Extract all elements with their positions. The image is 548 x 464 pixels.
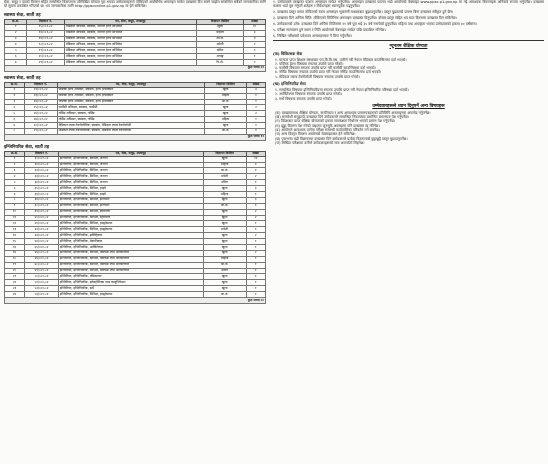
table-cell: ४३/०८१-८२ (25, 233, 59, 239)
table-cell: १ (5, 24, 27, 30)
table-cell: ६ (5, 54, 27, 60)
table-cell: ७ (5, 123, 25, 129)
table-cell: खुला (203, 239, 246, 245)
table-cell: १५/०८१-८२ (27, 24, 65, 30)
table-cell: ४८/०८१-८२ (25, 262, 59, 268)
table-cell: अपाङ्ग (196, 54, 244, 60)
table-cell: मेडिकल ल्याब टेक्नोलोजिष्ट, स्वास्थ्य, मेडिकल ल्याब टेक्नोलोजी (57, 123, 205, 129)
table-cell: ४१/०८१-८२ (25, 221, 59, 227)
table-cell: ३ (246, 168, 266, 174)
instruction-paragraph: ५. परीक्षा सञ्चालन हुने स्थान र मिति आयोगको वेबसाइट मार्फत पछि प्रकाशित गरिनेछ। (273, 27, 386, 32)
table-cell: २ (246, 233, 266, 239)
table-cell: आ.ज. (196, 36, 244, 42)
table-cell: खुला (203, 209, 246, 215)
table-cell: खुला (205, 123, 247, 129)
section-title: स्वास्थ्य सेवा, सातौं तह (4, 75, 41, 81)
table-cell: १० (5, 209, 25, 215)
total-row (5, 298, 266, 304)
table-cell: इन्जिनियर, इन्जिनियरिङ, सिभिल, स्यानिटरी (58, 209, 203, 215)
table-cell: पब्लिक हेल्थ अफिसर, स्वास्थ्य, हेल्थ इन्स्पेक्सन (57, 93, 205, 99)
table-cell: इन्जिनियर, इन्जिनियरिङ, इलेक्ट्रिकल (58, 233, 203, 239)
table-cell: आ.ज. (203, 168, 246, 174)
table-cell: मधेशी (203, 227, 246, 233)
table-cell: महिला (203, 162, 246, 168)
qualification-item: ५. मेडिकल ल्याब टेक्नोलोजी विषयमा स्नातक उपाधि प्राप्त गरेको। (275, 74, 360, 79)
table-cell: मेडिकल अफिसर, स्वास्थ्य, जनरल हेल्थ सर्भिसेज (64, 30, 196, 36)
table-cell: खुला (203, 186, 246, 192)
table-cell: इन्जिनियर, इन्जिनियरिङ, सिभिल, हाइवे (58, 192, 203, 198)
table-cell: ४२/०८१-८२ (25, 227, 59, 233)
table-cell: २१/०८१-८२ (27, 60, 65, 66)
table-cell: ३ (246, 87, 265, 93)
table-header-row (5, 151, 266, 156)
table-cell: मेडिकल अफिसर, स्वास्थ्य, जनरल हेल्थ सर्भिसेज (64, 24, 196, 30)
total-cell: कुल जम्मा ५० (5, 298, 266, 304)
column-header: संख्या (246, 151, 266, 156)
column-header: पद, सेवा, समूह, उपसमूह (58, 151, 203, 156)
table-cell: ३ (246, 186, 266, 192)
table-cell: ४०/०८१-८२ (25, 215, 59, 221)
table-cell: ३५/०८१-८२ (25, 186, 59, 192)
table-cell: १ (246, 262, 266, 268)
vacancy-table (4, 151, 266, 304)
table-cell: १ (246, 123, 265, 129)
table-cell: १२ (246, 156, 266, 162)
instruction-item: (च) अन्य विस्तृत विवरण आयोगको वेबसाइटबाट हेर्न सकिनेछ। (275, 132, 356, 137)
table-cell: खुला (203, 233, 246, 239)
table-cell: मेडिकल अफिसर, स्वास्थ्य, जनरल हेल्थ सर्भिसेज (64, 48, 196, 54)
table-cell: २ (5, 93, 25, 99)
table-cell: दलित (203, 180, 246, 186)
table-cell: आ.ज. (203, 203, 246, 209)
table-cell: पि.क्षे. (196, 60, 244, 66)
instruction-list (273, 111, 544, 145)
table-cell: खुला (203, 250, 246, 256)
table-header-row (5, 19, 266, 24)
qualification-item: ४. नर्सिङ विषयमा स्नातक उपाधि प्राप्त गरी नेपाल नर्सिङ काउन्सिलमा दर्ता भएको। (275, 70, 382, 75)
table-cell: इन्जिनियर, इन्जिनियरिङ, सिभिल, जनरल (58, 162, 203, 168)
table-cell: इन्जिनियर, इन्जिनियरिङ, सिभिल, जनरल (58, 156, 203, 162)
table-cell: ४ (5, 42, 27, 48)
vacancy-table (4, 82, 266, 141)
table-cell: १ (246, 192, 266, 198)
column-header: क्र.सं. (5, 151, 25, 156)
min-qualification-heading: न्यूनतम शैक्षिक योग्यता (389, 43, 428, 49)
table-cell: ३ (5, 36, 27, 42)
table-cell: इन्जिनियर, इन्जिनियरिङ, सिभिल, हाइवे (58, 186, 203, 192)
total-row (5, 134, 266, 140)
table-cell: पब्लिक हेल्थ अफिसर, स्वास्थ्य, हेल्थ इन्स्पेक्सन (57, 87, 205, 93)
table-cell: २ (244, 42, 266, 48)
right-column (273, 0, 544, 464)
table-cell: इन्जिनियर, इन्जिनियरिङ, आर्किटेक्चर (58, 245, 203, 251)
column-header: विज्ञापन नं. (25, 151, 59, 156)
table-cell: इन्जिनियर, इन्जिनियरिङ, मेकानिकल (58, 239, 203, 245)
table-cell: नर्सिङ अफिसर, स्वास्थ्य, नर्सिङ (57, 111, 205, 117)
table-cell: ११ (5, 215, 25, 221)
table-cell: महिला (203, 192, 246, 198)
table-cell: नर्सिङ अफिसर, स्वास्थ्य, नर्सिङ (57, 117, 205, 123)
table-cell: ४५/०८१-८२ (25, 245, 59, 251)
table-cell: १८/०८१-८२ (27, 42, 65, 48)
table-cell: १४ (5, 233, 25, 239)
table-cell: २१ (5, 274, 25, 280)
instruction-item: (ङ) आयोगले आवश्यक ठानेमा परीक्षा सम्बन्धी कार्यतालिका परिवर्तन गर्न सक्नेछ। (275, 128, 380, 133)
table-cell: खुला (203, 215, 246, 221)
general-instructions (273, 0, 544, 38)
table-cell: २२/०८१-८२ (24, 87, 57, 93)
table-cell: १८ (5, 256, 25, 262)
table-cell: खुला (205, 87, 247, 93)
table-cell: मेडिकल ल्याब टेक्नोलोजिष्ट, स्वास्थ्य, मेडिकल ल्याब टेक्नोलोजी (57, 128, 205, 134)
total-row (5, 65, 266, 71)
column-header: संख्या (246, 82, 265, 87)
column-header: विज्ञापन नं. (27, 19, 65, 24)
table-cell: २ (5, 30, 27, 36)
instruction-item: (ख) समावेशी समूहतर्फ दरखास्त दिने उम्मेदवारले सम्बन्धित निकायबाट प्रमाणित प्रमाणपत्र पेश गर्नुपर्नेछ। (275, 115, 410, 120)
table-cell: आ.ज. (203, 292, 246, 298)
table-cell: इन्जिनियर, इन्जिनियरिङ, सिभिल, हाइड्रोपावर (58, 227, 203, 233)
table-cell: १ (246, 286, 266, 292)
total-cell: कुल जम्मा १२ (5, 134, 266, 140)
table-cell: २ (5, 162, 25, 168)
table-cell: १ (246, 268, 266, 274)
instruction-item: (ग) विदेशबाट प्राप्त शैक्षिक योग्यताको हकमा समकक्षता निर्धारण भएको प्रमाण पेश गर्नुपर्नेछ। (275, 119, 396, 124)
table-cell: १ (244, 60, 266, 66)
table-cell: ३०/०८१-८२ (25, 156, 59, 162)
table-cell: २९/०८१-८२ (24, 128, 57, 134)
instruction-paragraph: ६. लिखित परीक्षाको प्रवेशपत्र अनलाइनबाट नै प्रिन्ट गर्नुपर्नेछ। (273, 33, 352, 38)
qualification-item: १. मान्यता प्राप्त शिक्षण संस्थाबाट एम.बि.बि.एस. उत्तीर्ण गरी नेपाल मेडिकल काउन्सिलमा दर्ता भएको। (275, 57, 407, 62)
table-cell: मेडिकल अफिसर, स्वास्थ्य, जनरल हेल्थ सर्भिसेज (64, 60, 196, 66)
qualification-item: १. सम्बन्धित विषयमा इन्जिनियरिङमा स्नातक उपाधि प्राप्त गरी नेपाल इन्जिनियरिङ परिषद्मा दर्ता भएको। (275, 87, 409, 92)
instruction-item: (छ) एकभन्दा बढी विज्ञापनमा दरखास्त दिने उम्मेदवारले प्रत्येक विज्ञापनको छुट्टाछुट्टै दस्तुर बुझाउनुपर्नेछ। (275, 136, 408, 141)
table-cell: दलित (196, 48, 244, 54)
table-cell: खुला (203, 274, 246, 280)
table-cell: इन्जिनियर, इन्जिनियरिङ, सिभिल, इरिगेसन (58, 203, 203, 209)
table-cell: ६ (5, 186, 25, 192)
table-cell: १३ (5, 227, 25, 233)
table-cell: इन्जिनियर, इन्जिनियरिङ, इलेक्ट्रोनिक्स एण्ड कम्युनिकेसन (58, 280, 203, 286)
table-cell: खुला (196, 24, 244, 30)
table-cell: ८ (5, 128, 25, 134)
table-cell: ३ (5, 99, 25, 105)
table-cell: ४ (5, 174, 25, 180)
qualification-subheading-health: (क) चिकित्सक सेवा (273, 50, 303, 56)
table-cell: २ (246, 105, 265, 111)
table-cell: इन्जिनियर, इन्जिनियरिङ, एग्रिकल्चर (58, 274, 203, 280)
qualification-list-engineering (273, 88, 544, 101)
table-cell: खुला (203, 286, 246, 292)
table-cell: १ (246, 227, 266, 233)
intro-text: सेवा, समूह र पदको विवरण सहित सम्बन्धित विज्ञापनमा उल्लिखित योग्यता पूरा भएका उम्मेदवारहरूले तोकिएको अवधिभित्र अनलाइन मार्फत दरखास्त दिन सक्ने व्यहोरा सम्बन्धित सबैको जानकारीका लागि यो सूचना प्रकाशित गरिएको छ। थप जानकारीका लागि http://ppsconline.p1.gov.np मा हेर्न सकिनेछ। (4, 0, 266, 9)
table-cell: १२ (5, 221, 25, 227)
instructions-heading: उम्मेदवारहरूले ध्यान दिनुपर्ने अन्य विषयहरू (372, 103, 445, 109)
table-cell: आ.ज. (205, 128, 247, 134)
table-cell: २७/०८१-८२ (24, 117, 57, 123)
table-cell: खुला (203, 197, 246, 203)
qualification-item: २. आर्किटेक्चर विषयमा स्नातक उपाधि प्राप्त गरेको। (275, 92, 342, 97)
table-cell: ५१/०८१-८२ (25, 280, 59, 286)
table-cell: ३ (244, 36, 266, 42)
table-cell: इन्जिनियर, इन्जिनियरिङ, सिभिल, हाइड्रोपावर (58, 221, 203, 227)
table-cell: २ (246, 250, 266, 256)
qualification-item: २. पब्लिक हेल्थ विषयमा स्नातक उपाधि प्राप्त गरेको। (275, 61, 344, 66)
table-cell: ४९/०८१-८२ (25, 268, 59, 274)
section-title: स्वास्थ्य सेवा, सातौं तह (4, 12, 41, 18)
qualification-list-health (273, 58, 544, 79)
table-cell: ३७/०८१-८२ (25, 197, 59, 203)
table-cell: इन्जिनियर, इन्जिनियरिङ, सिभिल, बिल्डिङ एण्ड आर्किटेक्चर (58, 268, 203, 274)
table-cell: १ (246, 180, 266, 186)
table-cell: १ (246, 274, 266, 280)
table-cell: १५ (5, 239, 25, 245)
table-cell: २२ (5, 280, 25, 286)
table-cell: ४४/०८१-८२ (25, 239, 59, 245)
table-cell: खुला (205, 105, 247, 111)
vacancy-tables (4, 12, 266, 304)
total-cell: कुल जम्मा २२ (5, 65, 266, 71)
table-cell: ६ (5, 117, 25, 123)
table-cell: महिला (196, 30, 244, 36)
table-cell: २८/०८१-८२ (24, 123, 57, 129)
table-cell: १ (5, 87, 25, 93)
divider (273, 40, 544, 41)
instruction-item: (क) दरखास्तसाथ शैक्षिक योग्यता, नागरिकता र अन्य आवश्यक प्रमाणपत्रहरूको प्रतिलिपि अनलाइनमा अपलोड गर्नुपर्नेछ। (275, 110, 431, 115)
table-cell: इन्जिनियर, इन्जिनियरिङ, सिभिल, बिल्डिङ एण्ड आर्किटेक्चर (58, 256, 203, 262)
table-header-row (5, 82, 266, 87)
column-header: पद, सेवा, समूह, उपसमूह (57, 82, 205, 87)
table-cell: ४ (244, 30, 266, 36)
instruction-paragraph: २. दरखास्त दस्तुर वापत तोकिएको रकम अनलाइन भुक्तानी माध्यमबाट बुझाउनुपर्नेछ। दस्तुर बुझाएको प्रमाण बिना दरखास्त स्वीकृत हुने छैन। (273, 10, 454, 15)
table-cell: ५२/०८१-८२ (25, 286, 59, 292)
table-cell: आ.ज. (205, 99, 247, 105)
column-header: विज्ञापन किसिम (203, 151, 246, 156)
table-cell: ४६/०८१-८२ (25, 250, 59, 256)
table-cell: ५०/०८१-८२ (25, 274, 59, 280)
table-cell: १ (246, 256, 266, 262)
table-cell: २०/०८१-८२ (27, 54, 65, 60)
table-cell: इन्जिनियर, इन्जिनियरिङ, सर्भे (58, 286, 203, 292)
table-cell: ३६/०८१-८२ (25, 192, 59, 198)
vacancy-table (4, 19, 266, 72)
table-cell: इन्जिनियर, इन्जिनियरिङ, सिभिल, हाइड्रोपावर (58, 292, 203, 298)
table-cell: ३८/०८१-८२ (25, 203, 59, 209)
table-cell: १६ (5, 245, 25, 251)
table-cell: २६/०८१-८२ (24, 111, 57, 117)
column-header: क्र.सं. (5, 82, 25, 87)
table-cell: २ (246, 174, 266, 180)
table-cell: १ (246, 280, 266, 286)
qualification-item: ३. फार्मेसी विषयमा स्नातक उपाधि प्राप्त गरी फार्मेसी काउन्सिलमा दर्ता भएको। (275, 66, 376, 71)
table-cell: पब्लिक हेल्थ अफिसर, स्वास्थ्य, हेल्थ इन्स्पेक्सन (57, 99, 205, 105)
table-cell: १६/०८१-८२ (27, 30, 65, 36)
table-cell: इन्जिनियर, इन्जिनियरिङ, सिभिल, इरिगेसन (58, 197, 203, 203)
table-cell: इन्जिनियर, इन्जिनियरिङ, सिभिल, जनरल (58, 168, 203, 174)
instruction-item: (घ) झुट्टा विवरण पेश गरेको पाइएमा जुनसुकै अवस्थामा पनि दरखास्त रद्द गरिनेछ। (275, 123, 380, 128)
qualification-subheading-engineering: (ख) इन्जिनियरिङ सेवा (273, 80, 306, 86)
table-cell: फार्मेसी अफिसर, स्वास्थ्य, फार्मेसी (57, 105, 205, 111)
table-cell: मधेशी (196, 42, 244, 48)
table-cell: १ (246, 203, 266, 209)
table-cell: १ (246, 245, 266, 251)
table-cell: १ (246, 117, 265, 123)
section-title: इन्जिनियरिङ सेवा, सातौं तह (4, 144, 50, 150)
column-header: पद, सेवा, समूह, उपसमूह (64, 19, 196, 24)
table-cell: २ (246, 111, 265, 117)
table-cell: मधेशी (203, 174, 246, 180)
table-cell: खुला (205, 111, 247, 117)
table-cell: १ (246, 292, 266, 298)
table-cell: मेडिकल अफिसर, स्वास्थ्य, जनरल हेल्थ सर्भिसेज (64, 54, 196, 60)
table-cell: १ (244, 54, 266, 60)
table-cell: खुला (203, 245, 246, 251)
table-cell: २३ (5, 286, 25, 292)
table-cell: ३३/०८१-८२ (25, 174, 59, 180)
table-cell: ८ (5, 197, 25, 203)
table-cell: २३/०८१-८२ (24, 93, 57, 99)
table-cell: १ (246, 221, 266, 227)
table-cell: २ (246, 215, 266, 221)
instruction-item: (ज) लिखित परीक्षामा उत्तीर्ण उम्मेदवारहरूको मात्र अन्तर्वार्ता लिइनेछ। (275, 140, 365, 145)
table-cell: आ.ज. (203, 262, 246, 268)
table-cell: १७/०८१-८२ (27, 36, 65, 42)
column-header: विज्ञापन नं. (24, 82, 57, 87)
instruction-paragraph: ४. उम्मेदवारको उमेर: दरखास्त दिने अन्तिम मितिसम्म २१ वर्ष पूरा भई ३५ वर्ष ननाघेको हुनुपर्नेछ। महिला तथा अपाङ्गता भएका उम्मेदवारको हकमा ४० वर्षसम्म। (273, 21, 477, 26)
table-cell: १ (246, 93, 265, 99)
qualification-item: ३. सर्भे विषयमा स्नातक उपाधि प्राप्त गरेको। (275, 96, 332, 101)
instruction-paragraph: १. उम्मेदवारले दरखास्त फाराम अनलाइन मार्फत भर्नुपर्नेछ। अनलाइन दरखास्त फाराम भर्दा आयोगको वेबसाइट www.ppsc.p1.gov.np मा गई आवश्यक विवरणहरू अनिवार्य रूपमा भर्नुपर्नेछ। दरखास्त फाराम भर्दा पूरा गर्नुपर्ने शर्तहरू र निर्देशनहरू ध्यानपूर्वक पढ्नुपर्नेछ। (273, 0, 544, 9)
table-cell: ९ (5, 203, 25, 209)
table-cell: महिला (203, 256, 246, 262)
table-cell: ७ (5, 192, 25, 198)
table-cell: १९/०८१-८२ (27, 48, 65, 54)
table-cell: २४ (5, 292, 25, 298)
table-cell: ३ (246, 197, 266, 203)
left-column (4, 0, 266, 464)
table-cell: १ (246, 128, 265, 134)
table-cell: खुला (203, 221, 246, 227)
table-cell: ४ (5, 105, 25, 111)
table-cell: २० (5, 268, 25, 274)
table-cell: महिला (205, 117, 247, 123)
table-cell: २४/०८१-८२ (24, 99, 57, 105)
table-cell: इन्जिनियर, इन्जिनियरिङ, सिभिल, बिल्डिङ एण्ड आर्किटेक्चर (58, 262, 203, 268)
table-cell: इन्जिनियर, इन्जिनियरिङ, सिभिल, जनरल (58, 174, 203, 180)
table-cell: इन्जिनियर, इन्जिनियरिङ, सिभिल, स्ट्रक्चरल (58, 215, 203, 221)
table-cell: दलित (203, 268, 246, 274)
table-cell: खुला (203, 156, 246, 162)
table-cell: १ (5, 156, 25, 162)
table-cell: ७ (5, 60, 27, 66)
table-cell: ३४/०८१-८२ (25, 180, 59, 186)
table-cell: मेडिकल अफिसर, स्वास्थ्य, जनरल हेल्थ सर्भिसेज (64, 36, 196, 42)
column-header: क्र.सं. (5, 19, 27, 24)
table-cell: १० (244, 24, 266, 30)
table-cell: ५ (5, 180, 25, 186)
table-cell: १ (246, 99, 265, 105)
column-header: विज्ञापन किसिम (205, 82, 247, 87)
table-cell: महिला (205, 93, 247, 99)
table-cell: ३ (5, 168, 25, 174)
table-cell: २५/०८१-८२ (24, 105, 57, 111)
column-header: संख्या (244, 19, 266, 24)
table-cell: ३९/०८१-८२ (25, 209, 59, 215)
table-cell: ४ (246, 162, 266, 168)
table-cell: ५३/०८१-८२ (25, 292, 59, 298)
table-cell: ४७/०८१-८२ (25, 256, 59, 262)
table-cell: इन्जिनियर, इन्जिनियरिङ, सिभिल, जनरल (58, 180, 203, 186)
table-cell: १ (246, 239, 266, 245)
table-cell: १७ (5, 250, 25, 256)
table-cell: २ (246, 209, 266, 215)
table-cell: खुला (203, 280, 246, 286)
table-cell: ५ (5, 48, 27, 54)
table-cell: मेडिकल अफिसर, स्वास्थ्य, जनरल हेल्थ सर्भिसेज (64, 42, 196, 48)
table-cell: ५ (5, 111, 25, 117)
table-cell: इन्जिनियर, इन्जिनियरिङ, सिभिल, बिल्डिङ एण्ड आर्किटेक्चर (58, 250, 203, 256)
column-header: विज्ञापन किसिम (196, 19, 244, 24)
table-cell: ३२/०८१-८२ (25, 168, 59, 174)
instruction-paragraph: ३. दरखास्त दिने अन्तिम मिति: तोकिएको मितिभित्र अनलाइन दरखास्त दिनुपर्नेछ। दोब्बर दस्तुर सहित थप सात दिनसम्म दरखास्त दिन सकिनेछ। (273, 16, 458, 21)
table-cell: ३१/०८१-८२ (25, 162, 59, 168)
table-cell: १ (244, 48, 266, 54)
table-cell: १९ (5, 262, 25, 268)
